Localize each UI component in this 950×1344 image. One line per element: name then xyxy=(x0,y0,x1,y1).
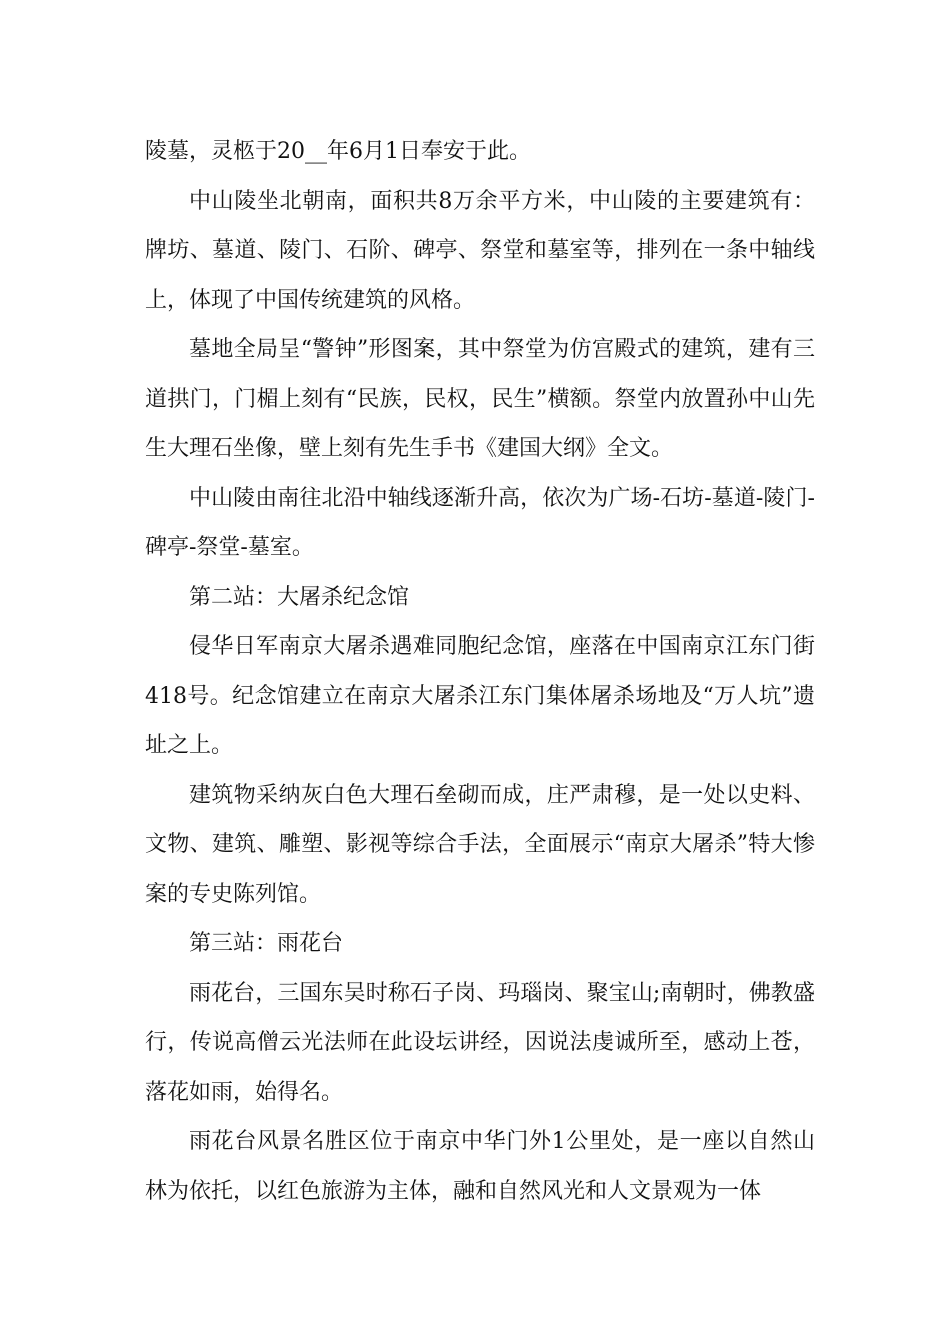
paragraph-9: 雨花台，三国东吴时称石子岗、玛瑙岗、聚宝山;南朝时，佛教盛行，传说高僧云光法师在此设坛讲经，因说法虔诚所至，感动上苍，落花如雨，始得名。 xyxy=(145,980,815,1105)
section-heading-station-2: 第二站：大屠杀纪念馆 xyxy=(189,584,410,610)
paragraph-10: 雨花台风景名胜区位于南京中华门外1公里处，是一座以自然山林为依托，以红色旅游为主体，融和自然风光和人文景观为一体 xyxy=(145,1129,815,1204)
paragraph-1: 陵墓，灵柩于20__年6月1日奉安于此。 xyxy=(145,139,531,164)
paragraph-2: 中山陵坐北朝南，面积共8万余平方米，中山陵的主要建筑有：牌坊、墓道、陵门、石阶、碑亭、祭堂和墓室等，排列在一条中轴线上，体现了中国传统建筑的风格。 xyxy=(145,188,815,313)
paragraph-4: 中山陵由南往北沿中轴线逐渐升高，依次为广场-石坊-墓道-陵门-碑亭-祭堂-墓室。 xyxy=(145,485,815,560)
paragraph-7: 建筑物采纳灰白色大理石垒砌而成，庄严肃穆，是一处以史料、文物、建筑、雕塑、影视等综合手法，全面展示“南京大屠杀”特大惨案的专史陈列馆。 xyxy=(145,782,815,907)
paragraph-3: 墓地全局呈“警钟”形图案，其中祭堂为仿宫殿式的建筑，建有三道拱门，门楣上刻有“民族，民权，民生”横额。祭堂内放置孙中山先生大理石坐像，壁上刻有先生手书《建国大纲》全文。 xyxy=(145,337,815,461)
section-heading-station-3: 第三站：雨花台 xyxy=(189,931,344,956)
document-body xyxy=(145,127,815,1216)
paragraph-6: 侵华日军南京大屠杀遇难同胞纪念馆，座落在中国南京江东门街418号。纪念馆建立在南京大屠杀江东门集体屠杀场地及“万人坑”遗址之上。 xyxy=(145,634,815,758)
